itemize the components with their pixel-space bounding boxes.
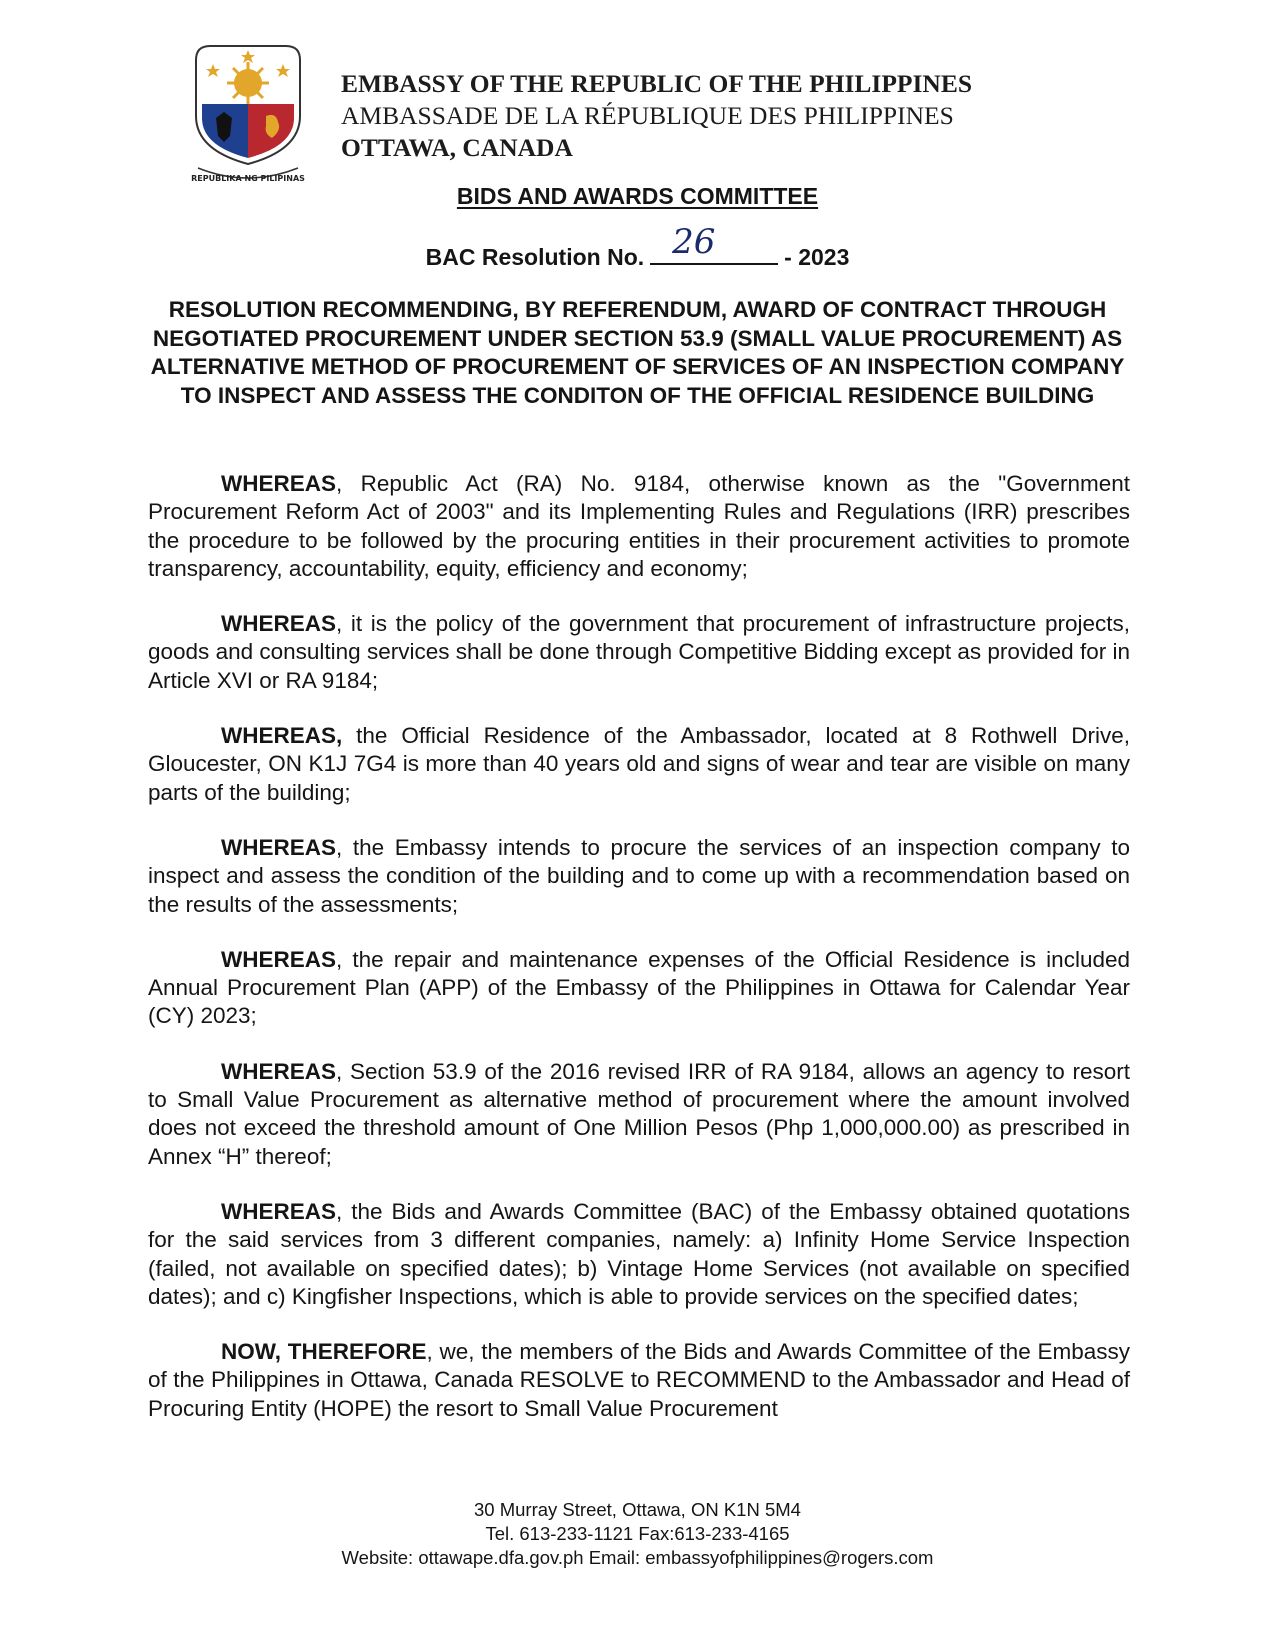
resolution-number-line — [0, 222, 1275, 271]
org-name-english: EMBASSY OF THE REPUBLIC OF THE PHILIPPINES — [341, 69, 973, 98]
committee-heading: BIDS AND AWARDS COMMITTEE — [456, 183, 819, 209]
org-name-french: AMBASSADE DE LA RÉPUBLIQUE DES PHILIPPINES — [341, 101, 954, 130]
resolution-title: RESOLUTION RECOMMENDING, BY REFERENDUM, AWARD OF CONTRACT THROUGH NEGOTIATED PROCUREMENT UNDER SECTION 53.9 (SMALL VALUE PROCUREMENT) AS ALTERNATIVE METHOD OF PROCUREMENT OF SERVICES OF AN INSPECTION COMPANY TO INSPECT AND ASSESS THE CONDITON OF THE OFFICIAL RESIDENCE BUILDING — [150, 297, 1125, 408]
whereas-paragraph-5: WHEREAS, the repair and maintenance expenses of the Official Residence is included Annual Procurement Plan (APP) of the Embassy of the Philippines in Ottawa for Calendar Year (CY) 2023; — [148, 946, 1130, 1029]
resolution-label: BAC Resolution No. — [425, 244, 645, 270]
page-footer — [0, 1498, 1275, 1570]
document-body — [148, 470, 1130, 1450]
resolution-number-blank — [650, 222, 778, 265]
resolution-number-handwritten: 26 — [672, 222, 716, 262]
whereas-paragraph-4: WHEREAS, the Embassy intends to procure the services of an inspection company to inspect and assess the condition of the building and to come up with a recommendation based on the results of the assessments; — [148, 834, 1130, 917]
footer-phone-fax: Tel. 613-233-1121 Fax:613-233-4165 — [485, 1523, 790, 1544]
seal-text: REPUBLIKA NG PILIPINAS — [191, 174, 305, 183]
whereas-paragraph-2: WHEREAS, it is the policy of the government that procurement of infrastructure projects, goods and consulting services shall be done through Competitive Bidding except as provided for in Article XVI or RA 9184; — [148, 611, 1130, 693]
whereas-paragraph-7: WHEREAS, the Bids and Awards Committee (BAC) of the Embassy obtained quotations for the said services from 3 different companies, namely: a) Infinity Home Service Inspection (failed, not available on specified dates); b) Vintage Home Services (not available on specified dates); and c) Kingfisher Inspections, which is able to provide services on the specified dates; — [148, 1198, 1130, 1309]
footer-address: 30 Murray Street, Ottawa, ON K1N 5M4 — [474, 1499, 801, 1520]
whereas-paragraph-3: WHEREAS, the Official Residence of the Ambassador, located at 8 Rothwell Drive, Gloucester, ON K1J 7G4 is more than 40 years old and signs of wear and tear are visible on many parts of the building; — [148, 723, 1130, 805]
now-therefore-paragraph: NOW, THEREFORE, we, the members of the Bids and Awards Committee of the Embassy of the Philippines in Ottawa, Canada RESOLVE to RECOMMEND to the Ambassador and Head of Procuring Entity (HOPE) the resort to Small Value Procurement — [148, 1339, 1130, 1421]
whereas-paragraph-1: WHEREAS, Republic Act (RA) No. 9184, otherwise known as the "Government Procurement Reform Act of 2003" and its Implementing Rules and Regulations (IRR) prescribes the procedure to be followed by the procuring entities in their procurement activities to promote transparency, accountability, equity, efficiency and economy; — [148, 471, 1130, 581]
whereas-paragraph-6: WHEREAS, Section 53.9 of the 2016 revised IRR of RA 9184, allows an agency to resort to Small Value Procurement as alternative method of procurement where the amount involved does not exceed the threshold amount of One Million Pesos (Php 1,000,000.00) as prescribed in Annex “H” thereof; — [148, 1058, 1130, 1169]
letterhead — [341, 68, 972, 164]
footer-website-email: Website: ottawape.dfa.gov.ph Email: embassyofphilippines@rogers.com — [341, 1547, 934, 1568]
philippine-coat-of-arms-seal — [186, 38, 310, 188]
org-location: OTTAWA, CANADA — [341, 133, 573, 162]
resolution-year: - 2023 — [784, 244, 850, 270]
